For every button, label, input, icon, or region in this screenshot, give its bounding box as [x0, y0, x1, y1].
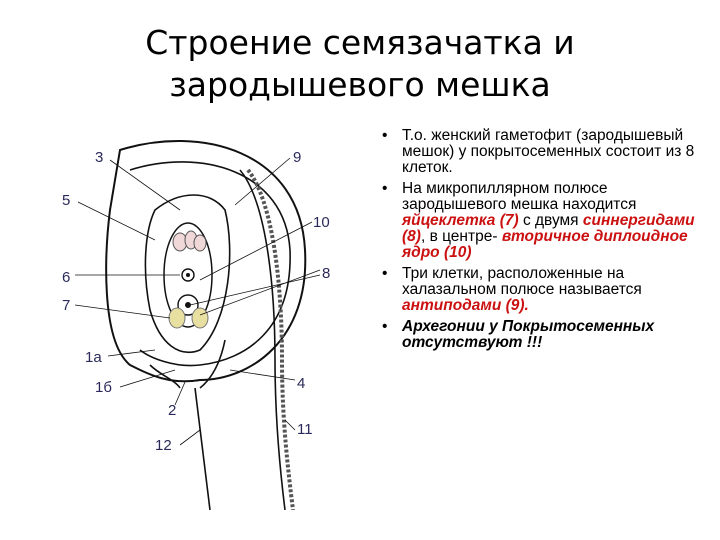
antipodes-term: антиподами (9). — [402, 297, 529, 314]
label-6: 6 — [62, 269, 71, 286]
bullet-item — [378, 266, 703, 314]
label-11: 11 — [297, 421, 313, 438]
bullet-item — [378, 319, 703, 351]
label-7: 7 — [62, 297, 71, 314]
label-9: 9 — [293, 149, 302, 166]
label-4: 4 — [297, 375, 306, 392]
ovule-diagram — [50, 130, 360, 510]
outer-integument-inner — [130, 162, 290, 366]
bullet-3-pre: Три клетки, расположенные на халазальном полюсе называется — [402, 265, 642, 298]
label-1b: 1б — [95, 379, 112, 396]
title-line-2: зародышевого мешка — [169, 65, 551, 104]
bullet-dot: • — [382, 127, 388, 144]
title-line-1: Строение семязачатка и — [145, 23, 575, 62]
vascular-bundle — [248, 170, 293, 510]
bullet-4-text: Архегонии у Покрытосеменных отсутствуют !!! — [402, 318, 655, 351]
label-5: 5 — [62, 192, 71, 209]
bullet-2-mid1: с двумя — [518, 212, 583, 229]
stalk — [195, 388, 210, 510]
egg-cell-term: яйцеклетка (7) — [402, 212, 519, 229]
label-1a: 1а — [85, 349, 102, 366]
bullet-dot: • — [382, 318, 388, 335]
secondary-nucleus-term: вторичное диплоидное ядро (10) — [402, 228, 688, 261]
label-8: 8 — [322, 265, 331, 282]
bullet-dot: • — [382, 265, 388, 282]
egg-apparatus-icon — [169, 295, 208, 328]
bullet-item — [378, 181, 703, 261]
label-12: 12 — [155, 437, 172, 454]
bullet-1-text: Т.о. женский гаметофит (зародышевый мешок) у покрытосеменных состоит из 8 клеток. — [402, 127, 695, 176]
bullet-2-pre: На микропиллярном полюсе зародышевого мешка находится — [402, 180, 637, 213]
funiculus — [240, 170, 285, 510]
label-10: 10 — [313, 214, 330, 231]
synergids-term: синнергидами (8) — [402, 212, 695, 245]
label-2: 2 — [168, 402, 177, 419]
bullet-dot: • — [382, 180, 388, 197]
bullet-item — [378, 128, 703, 176]
bullet-list — [378, 128, 703, 356]
label-3: 3 — [95, 149, 104, 166]
antipodes-icon — [173, 231, 206, 251]
bullet-2-mid2: , в центре- — [420, 228, 502, 245]
page-title — [120, 22, 600, 106]
